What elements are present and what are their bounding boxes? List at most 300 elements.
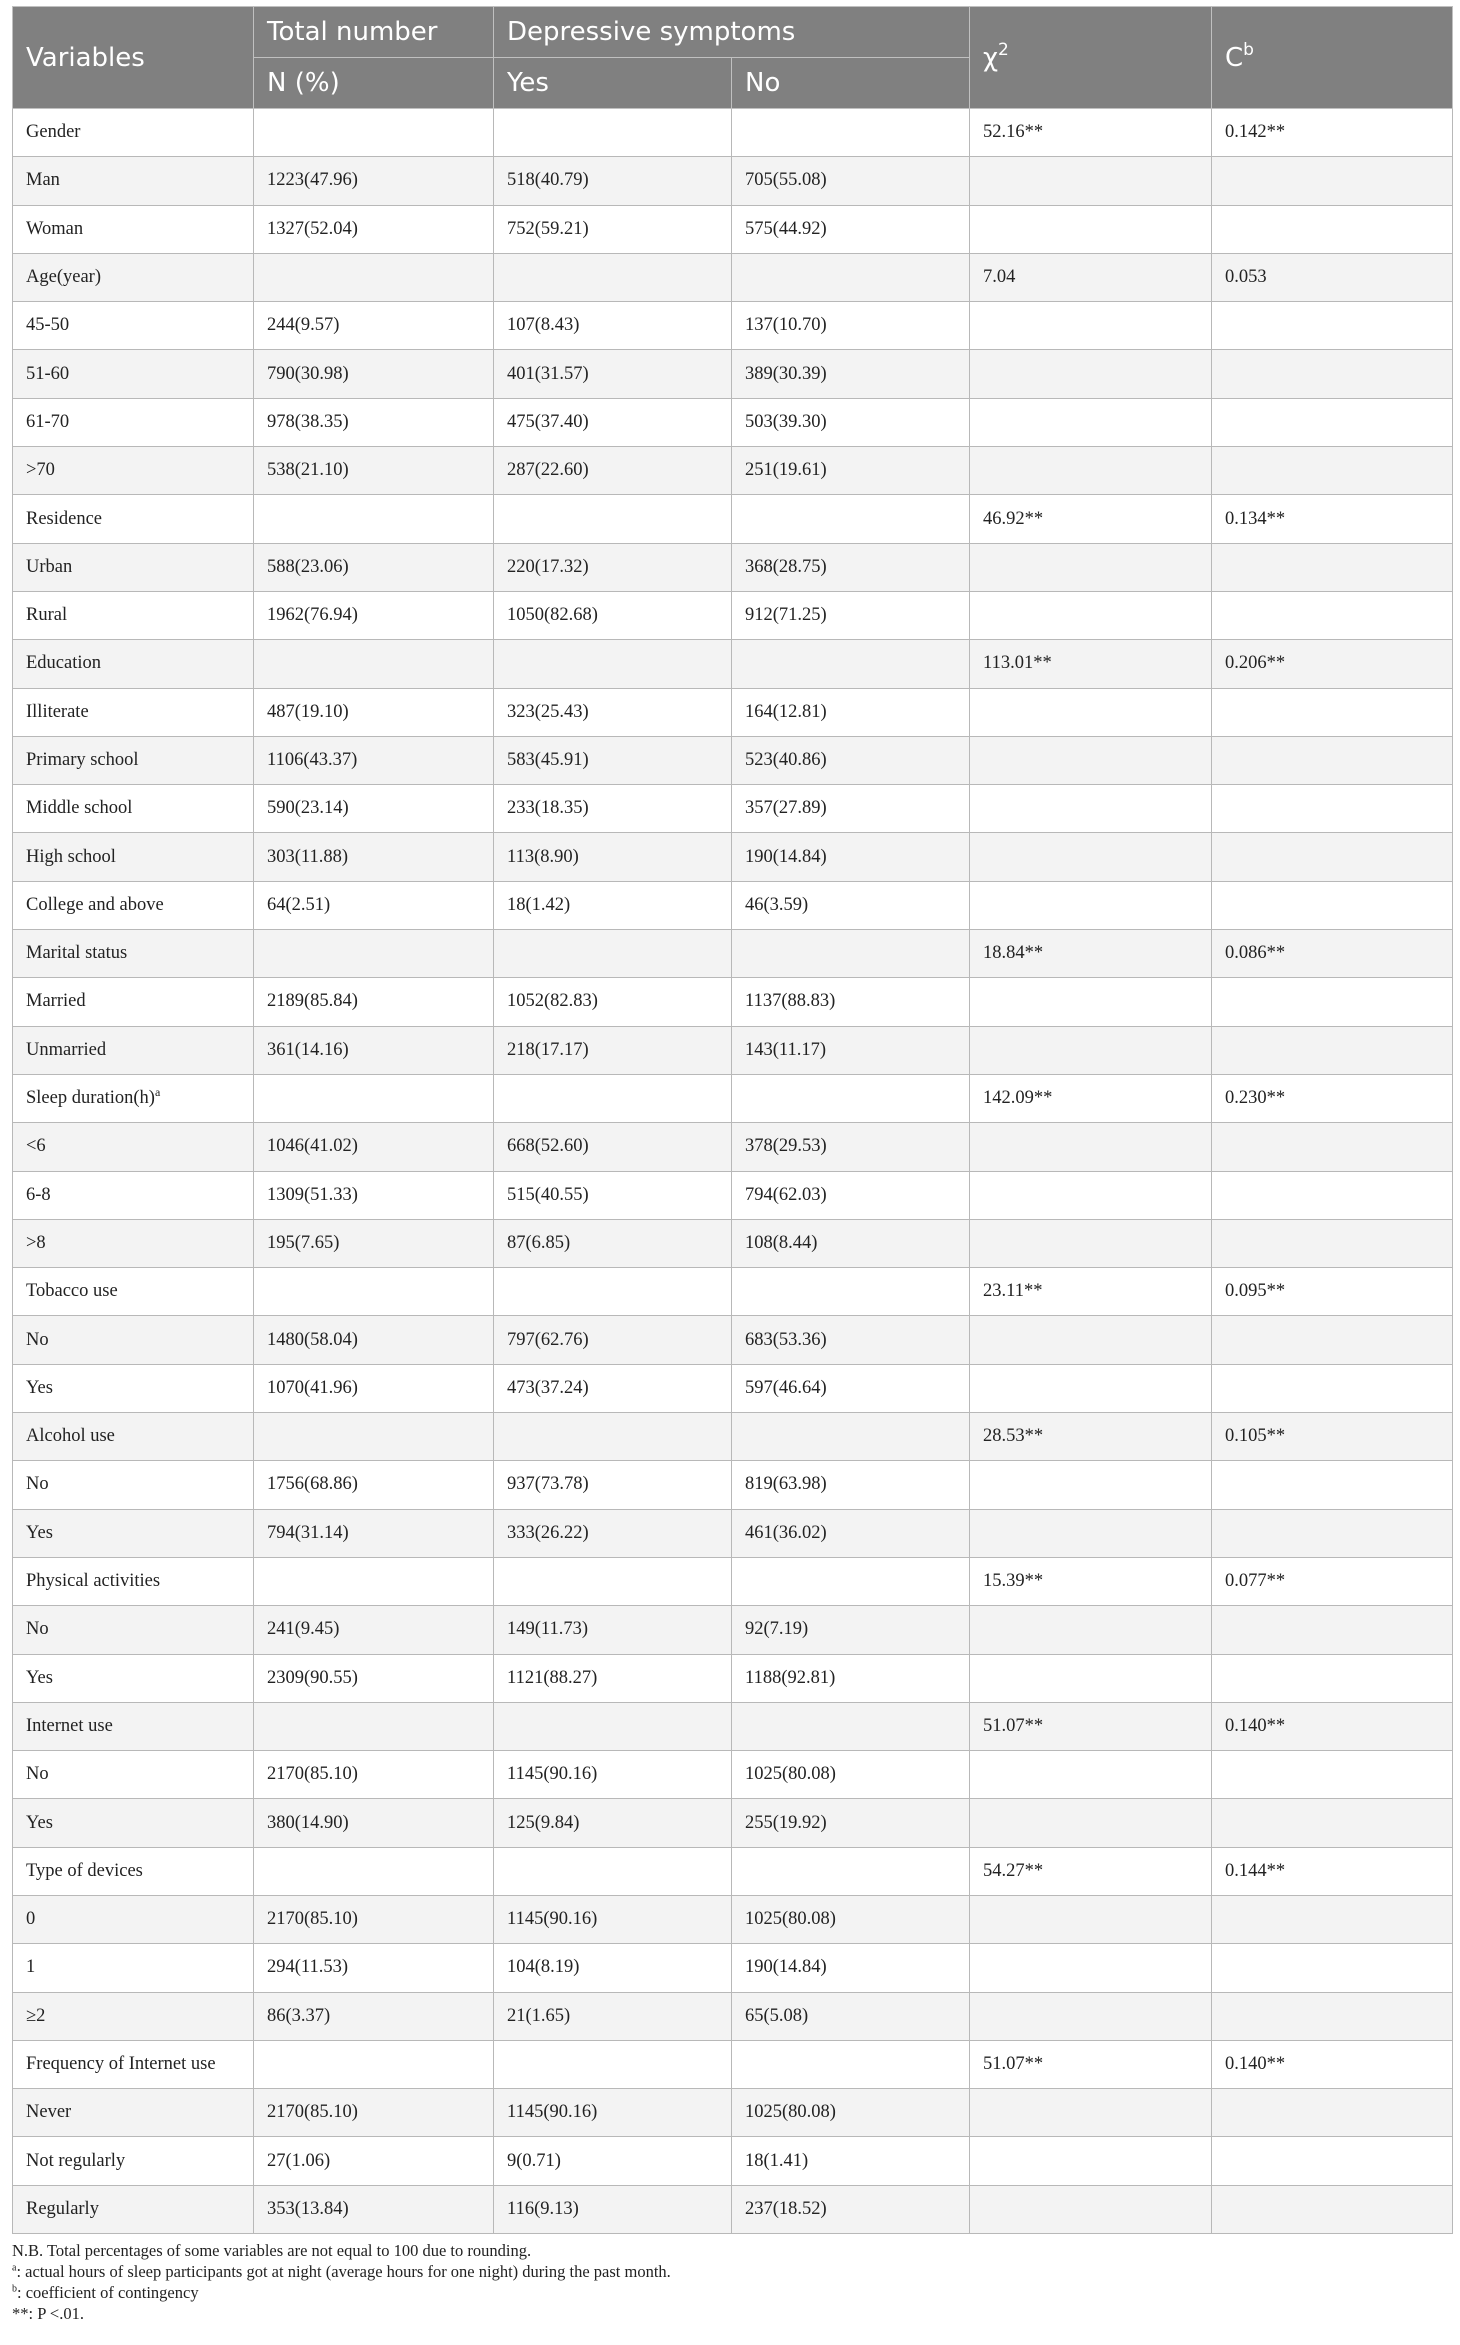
cell-variable bbox=[13, 881, 254, 929]
table-row bbox=[13, 1799, 1453, 1847]
cell-yes-text: 21(1.65) bbox=[507, 2005, 571, 2026]
cell-variable-text: Marital status bbox=[26, 943, 128, 964]
cell-no bbox=[732, 447, 970, 495]
cell-variable bbox=[13, 1606, 254, 1654]
cell-yes-text: 1145(90.16) bbox=[507, 2102, 598, 2123]
cell-no-text: 1025(80.08) bbox=[745, 1909, 836, 1930]
header-c-symbol: C bbox=[1225, 42, 1244, 73]
cell-chi2 bbox=[970, 1847, 1212, 1895]
cell-no-text: 389(30.39) bbox=[745, 363, 827, 384]
table-row bbox=[13, 2089, 1453, 2137]
cell-no bbox=[732, 1751, 970, 1799]
cell-total bbox=[254, 1268, 494, 1316]
cell-yes-text: 937(73.78) bbox=[507, 1474, 589, 1495]
cell-variable bbox=[13, 1364, 254, 1412]
cell-yes bbox=[494, 398, 732, 446]
cell-chi2-text: 15.39** bbox=[983, 1571, 1044, 1592]
cell-c-text: 0.077** bbox=[1225, 1571, 1286, 1592]
cell-chi2 bbox=[970, 640, 1212, 688]
table-footnotes bbox=[12, 2240, 1452, 2324]
cell-variable-text: Yes bbox=[26, 1377, 53, 1398]
table-row bbox=[13, 1654, 1453, 1702]
cell-yes-text: 220(17.32) bbox=[507, 556, 589, 577]
cell-chi2 bbox=[970, 2185, 1212, 2233]
cell-variable bbox=[13, 350, 254, 398]
cell-variable bbox=[13, 785, 254, 833]
cell-c bbox=[1212, 302, 1453, 350]
cell-no bbox=[732, 2089, 970, 2137]
cell-chi2 bbox=[970, 881, 1212, 929]
table-row bbox=[13, 447, 1453, 495]
cell-variable-text: Woman bbox=[26, 218, 84, 239]
cell-no bbox=[732, 1074, 970, 1122]
cell-c bbox=[1212, 1799, 1453, 1847]
cell-c bbox=[1212, 1461, 1453, 1509]
table-row bbox=[13, 591, 1453, 639]
table-container bbox=[12, 6, 1452, 2324]
cell-total-text: 241(9.45) bbox=[267, 1619, 340, 1640]
cell-variable-text: 61-70 bbox=[26, 411, 70, 432]
cell-total-text: 2170(85.10) bbox=[267, 2102, 358, 2123]
cell-chi2 bbox=[970, 1799, 1212, 1847]
cell-chi2 bbox=[970, 591, 1212, 639]
cell-total bbox=[254, 736, 494, 784]
cell-chi2-text: 54.27** bbox=[983, 1860, 1044, 1881]
cell-chi2 bbox=[970, 1461, 1212, 1509]
cell-yes bbox=[494, 2137, 732, 2185]
cell-total-text: 1756(68.86) bbox=[267, 1474, 358, 1495]
table-row bbox=[13, 881, 1453, 929]
cell-total bbox=[254, 688, 494, 736]
cell-variable-text: Unmarried bbox=[26, 1039, 107, 1060]
cell-no-text: 143(11.17) bbox=[745, 1039, 827, 1060]
cell-chi2 bbox=[970, 253, 1212, 301]
cell-variable bbox=[13, 1895, 254, 1943]
table-row bbox=[13, 205, 1453, 253]
cell-variable-text: Sleep duration(h) bbox=[26, 1088, 155, 1109]
cell-yes bbox=[494, 1509, 732, 1557]
cell-c bbox=[1212, 1171, 1453, 1219]
cell-chi2-text: 51.07** bbox=[983, 2054, 1044, 2075]
cell-variable bbox=[13, 543, 254, 591]
cell-no bbox=[732, 543, 970, 591]
footnote-text: : actual hours of sleep participants got at night (average hours for one night) during the past month. bbox=[16, 2262, 671, 2282]
cell-yes bbox=[494, 930, 732, 978]
table-row bbox=[13, 1557, 1453, 1605]
cell-variable-text: Internet use bbox=[26, 1715, 113, 1736]
cell-no-text: 190(14.84) bbox=[745, 1957, 827, 1978]
cell-yes bbox=[494, 1895, 732, 1943]
cell-yes-text: 323(25.43) bbox=[507, 701, 589, 722]
cell-c-text: 0.140** bbox=[1225, 2054, 1286, 2075]
cell-yes bbox=[494, 1702, 732, 1750]
cell-no bbox=[732, 1171, 970, 1219]
cell-yes-text: 518(40.79) bbox=[507, 170, 589, 191]
cell-total bbox=[254, 1316, 494, 1364]
cell-yes bbox=[494, 881, 732, 929]
header-chi-symbol: χ bbox=[983, 42, 999, 73]
cell-yes bbox=[494, 591, 732, 639]
cell-no-text: 523(40.86) bbox=[745, 750, 827, 770]
cell-c bbox=[1212, 2185, 1453, 2233]
cell-chi2 bbox=[970, 302, 1212, 350]
cell-chi2-text: 142.09** bbox=[983, 1088, 1053, 1109]
cell-variable-text: 45-50 bbox=[26, 315, 70, 336]
footnote-line bbox=[12, 2261, 1452, 2282]
cell-total bbox=[254, 1026, 494, 1074]
cell-no-text: 912(71.25) bbox=[745, 605, 827, 626]
table-row bbox=[13, 1992, 1453, 2040]
cell-variable bbox=[13, 447, 254, 495]
cell-chi2 bbox=[970, 930, 1212, 978]
cell-no-text: 92(7.19) bbox=[745, 1619, 809, 1640]
cell-chi2 bbox=[970, 447, 1212, 495]
cell-no-text: 819(63.98) bbox=[745, 1474, 827, 1495]
table-row bbox=[13, 640, 1453, 688]
cell-variable bbox=[13, 1123, 254, 1171]
footnote-line bbox=[12, 2282, 1452, 2303]
cell-variable bbox=[13, 398, 254, 446]
cell-c bbox=[1212, 109, 1453, 157]
cell-yes-text: 401(31.57) bbox=[507, 363, 589, 384]
cell-c-text: 0.053 bbox=[1225, 267, 1267, 288]
characteristics-table bbox=[12, 6, 1453, 2234]
footnote-text: **: P <.01. bbox=[12, 2304, 84, 2324]
cell-yes-text: 668(52.60) bbox=[507, 1136, 589, 1157]
cell-variable-text: Gender bbox=[26, 122, 81, 143]
cell-total bbox=[254, 1123, 494, 1171]
cell-chi2 bbox=[970, 1219, 1212, 1267]
cell-no bbox=[732, 205, 970, 253]
cell-no bbox=[732, 302, 970, 350]
cell-c bbox=[1212, 1847, 1453, 1895]
cell-no-text: 461(36.02) bbox=[745, 1522, 827, 1543]
cell-c bbox=[1212, 1557, 1453, 1605]
cell-yes bbox=[494, 302, 732, 350]
cell-yes-text: 475(37.40) bbox=[507, 411, 589, 432]
cell-variable-text: 1 bbox=[26, 1957, 36, 1978]
cell-no bbox=[732, 1992, 970, 2040]
cell-c bbox=[1212, 1992, 1453, 2040]
footnote-line bbox=[12, 2303, 1452, 2324]
table-row bbox=[13, 1944, 1453, 1992]
header-chi-superscript: 2 bbox=[998, 39, 1009, 60]
cell-no-text: 1137(88.83) bbox=[745, 991, 836, 1012]
cell-c bbox=[1212, 543, 1453, 591]
cell-c bbox=[1212, 1364, 1453, 1412]
cell-variable-text: No bbox=[26, 1474, 49, 1495]
cell-yes-text: 218(17.17) bbox=[507, 1039, 589, 1060]
header-c-superscript: b bbox=[1243, 39, 1254, 60]
cell-variable bbox=[13, 2040, 254, 2088]
table-row bbox=[13, 2185, 1453, 2233]
cell-yes bbox=[494, 1654, 732, 1702]
cell-variable-text: ≥2 bbox=[26, 2005, 46, 2026]
cell-c bbox=[1212, 1123, 1453, 1171]
header-no: No bbox=[732, 58, 970, 109]
cell-no bbox=[732, 930, 970, 978]
cell-total bbox=[254, 1219, 494, 1267]
cell-c bbox=[1212, 736, 1453, 784]
cell-no bbox=[732, 833, 970, 881]
cell-yes bbox=[494, 1751, 732, 1799]
cell-total-text: 1046(41.02) bbox=[267, 1136, 358, 1157]
cell-no-text: 164(12.81) bbox=[745, 701, 827, 722]
cell-total-text: 380(14.90) bbox=[267, 1812, 349, 1833]
cell-no-text: 503(39.30) bbox=[745, 411, 827, 432]
cell-variable bbox=[13, 253, 254, 301]
cell-yes-text: 515(40.55) bbox=[507, 1184, 589, 1205]
cell-yes-text: 116(9.13) bbox=[507, 2198, 579, 2219]
cell-variable-text: Education bbox=[26, 653, 102, 674]
cell-c bbox=[1212, 398, 1453, 446]
cell-c bbox=[1212, 2040, 1453, 2088]
cell-no-text: 190(14.84) bbox=[745, 846, 827, 867]
cell-chi2-text: 46.92** bbox=[983, 508, 1044, 529]
table-row bbox=[13, 1026, 1453, 1074]
table-row bbox=[13, 1847, 1453, 1895]
cell-total bbox=[254, 157, 494, 205]
cell-total-text: 2170(85.10) bbox=[267, 1764, 358, 1785]
cell-yes-text: 1052(82.83) bbox=[507, 991, 598, 1012]
cell-variable bbox=[13, 1171, 254, 1219]
cell-c-text: 0.086** bbox=[1225, 943, 1286, 964]
cell-total-text: 353(13.84) bbox=[267, 2198, 349, 2219]
cell-chi2 bbox=[970, 1123, 1212, 1171]
cell-chi2 bbox=[970, 1026, 1212, 1074]
cell-no bbox=[732, 398, 970, 446]
cell-variable-text: Not regularly bbox=[26, 2150, 126, 2171]
cell-variable bbox=[13, 736, 254, 784]
table-row bbox=[13, 930, 1453, 978]
cell-variable bbox=[13, 1316, 254, 1364]
cell-yes bbox=[494, 109, 732, 157]
cell-c bbox=[1212, 1413, 1453, 1461]
cell-c bbox=[1212, 1026, 1453, 1074]
cell-total-text: 1223(47.96) bbox=[267, 170, 358, 191]
cell-total bbox=[254, 1992, 494, 2040]
cell-total bbox=[254, 398, 494, 446]
cell-chi2 bbox=[970, 109, 1212, 157]
cell-yes bbox=[494, 1074, 732, 1122]
cell-variable-text: Urban bbox=[26, 556, 73, 577]
cell-chi2 bbox=[970, 1606, 1212, 1654]
cell-c bbox=[1212, 495, 1453, 543]
cell-c bbox=[1212, 2089, 1453, 2137]
cell-no bbox=[732, 253, 970, 301]
cell-variable bbox=[13, 1847, 254, 1895]
table-body bbox=[13, 109, 1453, 2234]
cell-total bbox=[254, 1799, 494, 1847]
cell-total-text: 794(31.14) bbox=[267, 1522, 349, 1543]
cell-total-text: 86(3.37) bbox=[267, 2005, 331, 2026]
cell-total bbox=[254, 543, 494, 591]
footnote-symbol: b bbox=[12, 2283, 17, 2295]
cell-yes bbox=[494, 1847, 732, 1895]
cell-variable-text: Yes bbox=[26, 1667, 53, 1688]
cell-no bbox=[732, 1461, 970, 1509]
cell-no-text: 255(19.92) bbox=[745, 1812, 827, 1833]
cell-no-text: 575(44.92) bbox=[745, 218, 827, 239]
cell-variable-text: Residence bbox=[26, 508, 103, 529]
cell-chi2 bbox=[970, 1557, 1212, 1605]
cell-no-text: 46(3.59) bbox=[745, 894, 809, 915]
cell-total-text: 1480(58.04) bbox=[267, 1329, 358, 1350]
cell-total-text: 294(11.53) bbox=[267, 1957, 349, 1978]
cell-no bbox=[732, 688, 970, 736]
cell-total bbox=[254, 1461, 494, 1509]
cell-chi2 bbox=[970, 688, 1212, 736]
cell-c bbox=[1212, 1702, 1453, 1750]
cell-no-text: 1025(80.08) bbox=[745, 1764, 836, 1785]
cell-total bbox=[254, 447, 494, 495]
cell-no bbox=[732, 1606, 970, 1654]
cell-chi2-text: 23.11** bbox=[983, 1281, 1043, 1302]
cell-variable bbox=[13, 1461, 254, 1509]
cell-yes-text: 473(37.24) bbox=[507, 1377, 589, 1398]
cell-chi2 bbox=[970, 398, 1212, 446]
cell-no-text: 597(46.64) bbox=[745, 1377, 827, 1398]
cell-c bbox=[1212, 1751, 1453, 1799]
cell-no-text: 251(19.61) bbox=[745, 460, 827, 481]
cell-total bbox=[254, 1557, 494, 1605]
table-row bbox=[13, 495, 1453, 543]
cell-total bbox=[254, 109, 494, 157]
cell-no bbox=[732, 1702, 970, 1750]
cell-chi2-text: 18.84** bbox=[983, 943, 1044, 964]
cell-yes bbox=[494, 495, 732, 543]
cell-chi2-text: 52.16** bbox=[983, 122, 1044, 143]
cell-c-text: 0.230** bbox=[1225, 1088, 1286, 1109]
cell-total-text: 588(23.06) bbox=[267, 556, 349, 577]
cell-total bbox=[254, 302, 494, 350]
cell-total-text: 2170(85.10) bbox=[267, 1909, 358, 1930]
cell-total bbox=[254, 1171, 494, 1219]
cell-c bbox=[1212, 688, 1453, 736]
table-row bbox=[13, 785, 1453, 833]
cell-variable bbox=[13, 591, 254, 639]
cell-variable-text: Never bbox=[26, 2102, 72, 2123]
footnote-text: : coefficient of contingency bbox=[17, 2283, 199, 2303]
cell-no bbox=[732, 1364, 970, 1412]
table-row bbox=[13, 1702, 1453, 1750]
cell-yes bbox=[494, 640, 732, 688]
table-row bbox=[13, 2040, 1453, 2088]
cell-chi2-text: 28.53** bbox=[983, 1426, 1044, 1447]
table-row bbox=[13, 1219, 1453, 1267]
cell-variable-text: Alcohol use bbox=[26, 1426, 115, 1447]
cell-total bbox=[254, 2040, 494, 2088]
cell-total bbox=[254, 930, 494, 978]
table-row bbox=[13, 350, 1453, 398]
cell-total bbox=[254, 205, 494, 253]
cell-total-text: 303(11.88) bbox=[267, 846, 349, 867]
cell-variable-text: Age(year) bbox=[26, 267, 101, 288]
cell-total bbox=[254, 1509, 494, 1557]
cell-yes bbox=[494, 1219, 732, 1267]
cell-no bbox=[732, 2040, 970, 2088]
cell-chi2-text: 113.01** bbox=[983, 653, 1052, 674]
cell-variable-text: 51-60 bbox=[26, 363, 70, 384]
cell-yes bbox=[494, 1992, 732, 2040]
table-row bbox=[13, 1895, 1453, 1943]
cell-yes bbox=[494, 543, 732, 591]
cell-c-text: 0.206** bbox=[1225, 653, 1286, 674]
cell-yes-text: 1145(90.16) bbox=[507, 1909, 598, 1930]
table-row bbox=[13, 253, 1453, 301]
cell-no-text: 237(18.52) bbox=[745, 2198, 827, 2219]
header-total-number: Total number bbox=[254, 7, 494, 58]
cell-yes bbox=[494, 1026, 732, 1074]
cell-variable bbox=[13, 1557, 254, 1605]
cell-total bbox=[254, 1654, 494, 1702]
cell-variable-text: Tobacco use bbox=[26, 1281, 118, 1302]
cell-no bbox=[732, 1654, 970, 1702]
cell-chi2 bbox=[970, 1702, 1212, 1750]
cell-yes bbox=[494, 1557, 732, 1605]
cell-total bbox=[254, 1895, 494, 1943]
table-row bbox=[13, 302, 1453, 350]
cell-chi2 bbox=[970, 1413, 1212, 1461]
cell-variable-text: Married bbox=[26, 991, 86, 1012]
cell-total bbox=[254, 978, 494, 1026]
cell-yes-text: 18(1.42) bbox=[507, 894, 571, 915]
cell-total-text: 2189(85.84) bbox=[267, 991, 358, 1012]
cell-no bbox=[732, 881, 970, 929]
cell-yes-text: 125(9.84) bbox=[507, 1812, 580, 1833]
cell-yes-text: 233(18.35) bbox=[507, 798, 589, 819]
cell-c-text: 0.140** bbox=[1225, 1715, 1286, 1736]
cell-no-text: 705(55.08) bbox=[745, 170, 827, 191]
cell-total-text: 790(30.98) bbox=[267, 363, 349, 384]
cell-c-text: 0.105** bbox=[1225, 1426, 1286, 1447]
cell-variable bbox=[13, 930, 254, 978]
cell-variable-text: 0 bbox=[26, 1909, 36, 1930]
cell-chi2 bbox=[970, 736, 1212, 784]
table-row bbox=[13, 1268, 1453, 1316]
cell-total bbox=[254, 1413, 494, 1461]
cell-yes bbox=[494, 1461, 732, 1509]
cell-total bbox=[254, 1074, 494, 1122]
cell-variable-text: Physical activities bbox=[26, 1571, 161, 1592]
cell-variable bbox=[13, 2185, 254, 2233]
cell-no bbox=[732, 978, 970, 1026]
cell-no bbox=[732, 495, 970, 543]
cell-variable bbox=[13, 833, 254, 881]
cell-total bbox=[254, 591, 494, 639]
cell-total bbox=[254, 2137, 494, 2185]
cell-c bbox=[1212, 205, 1453, 253]
cell-total bbox=[254, 785, 494, 833]
cell-chi2 bbox=[970, 833, 1212, 881]
cell-total-text: 361(14.16) bbox=[267, 1039, 349, 1060]
cell-c bbox=[1212, 157, 1453, 205]
cell-no bbox=[732, 1316, 970, 1364]
cell-variable-text: Primary school bbox=[26, 750, 139, 770]
cell-c bbox=[1212, 1074, 1453, 1122]
cell-variable-text: No bbox=[26, 1764, 49, 1785]
cell-variable bbox=[13, 1702, 254, 1750]
cell-c-text: 0.095** bbox=[1225, 1281, 1286, 1302]
table-row bbox=[13, 2137, 1453, 2185]
cell-no-text: 137(10.70) bbox=[745, 315, 827, 336]
cell-yes bbox=[494, 350, 732, 398]
cell-yes bbox=[494, 833, 732, 881]
cell-no-text: 65(5.08) bbox=[745, 2005, 809, 2026]
cell-chi2-text: 7.04 bbox=[983, 267, 1016, 288]
cell-chi2 bbox=[970, 1509, 1212, 1557]
cell-variable-text: College and above bbox=[26, 894, 164, 915]
